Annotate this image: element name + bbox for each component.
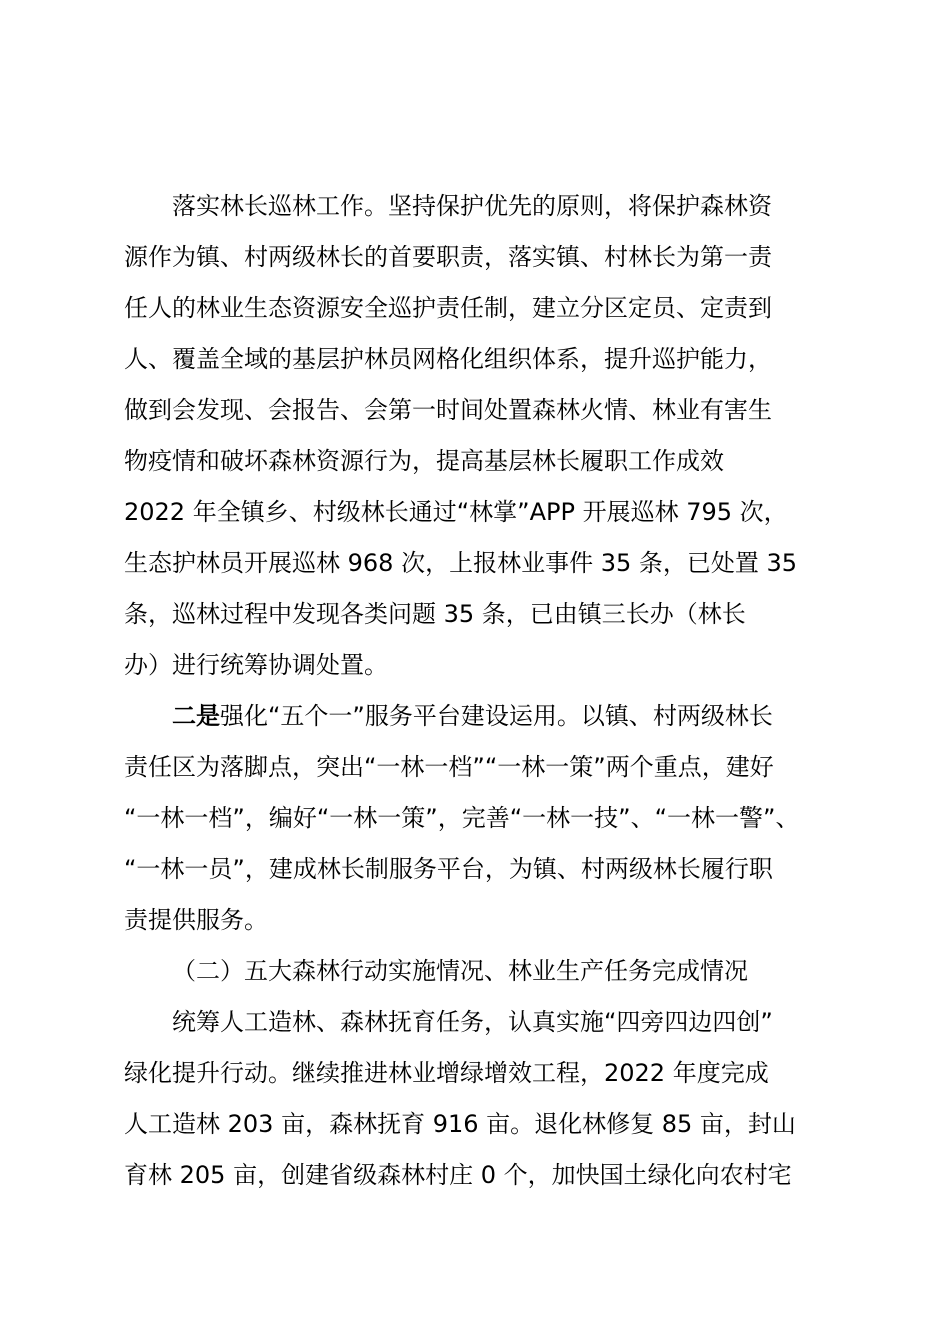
paragraph-line: 条，巡林过程中发现各类问题 35 条，已由镇三长办（林长	[124, 600, 746, 628]
paragraph-line: 做到会发现、会报告、会第一时间处置森林火情、林业有害生	[124, 396, 772, 424]
bold-prefix: 二是	[172, 702, 220, 730]
paragraph-line: 2022 年全镇乡、村级林长通过“林掌”APP 开展巡林 795 次，	[124, 498, 788, 526]
paragraph-line: “一林一员”，建成林长制服务平台，为镇、村两级林长履行职	[124, 855, 773, 883]
paragraph-line: 育林 205 亩，创建省级森林村庄 0 个，加快国土绿化向农村宅	[124, 1161, 792, 1189]
paragraph-line: 物疫情和破坏森林资源行为，提高基层林长履职工作成效	[124, 447, 724, 475]
paragraph-line: 办）进行统筹协调处置。	[124, 651, 388, 679]
paragraph-line: “一林一档”，编好“一林一策”，完善“一林一技”、“一林一警”、	[124, 804, 800, 832]
paragraph-line: 统筹人工造林、森林抚育任务，认真实施“四旁四边四创”	[172, 1008, 773, 1036]
paragraph-line: 源作为镇、村两级林长的首要职责，落实镇、村林长为第一责	[124, 243, 772, 271]
paragraph-line: 任人的林业生态资源安全巡护责任制，建立分区定员、定责到	[124, 294, 772, 322]
paragraph-line: 二是强化“五个一”服务平台建设运用。以镇、村两级林长	[172, 702, 773, 730]
paragraph-line: 责任区为落脚点，突出“一林一档”“一林一策”两个重点，建好	[124, 753, 774, 781]
paragraph-line: 落实林长巡林工作。坚持保护优先的原则，将保护森林资	[172, 192, 772, 220]
paragraph-line: 责提供服务。	[124, 906, 268, 934]
paragraph-line: 人工造林 203 亩，森林抚育 916 亩。退化林修复 85 亩，封山	[124, 1110, 796, 1138]
section-heading: （二）五大森林行动实施情况、林业生产任务完成情况	[172, 957, 748, 985]
paragraph-line: 生态护林员开展巡林 968 次，上报林业事件 35 条，已处置 35	[124, 549, 798, 577]
paragraph-line: 绿化提升行动。继续推进林业增绿增效工程，2022 年度完成	[124, 1059, 769, 1087]
paragraph-line: 人、覆盖全域的基层护林员网格化组织体系，提升巡护能力，	[124, 345, 772, 373]
